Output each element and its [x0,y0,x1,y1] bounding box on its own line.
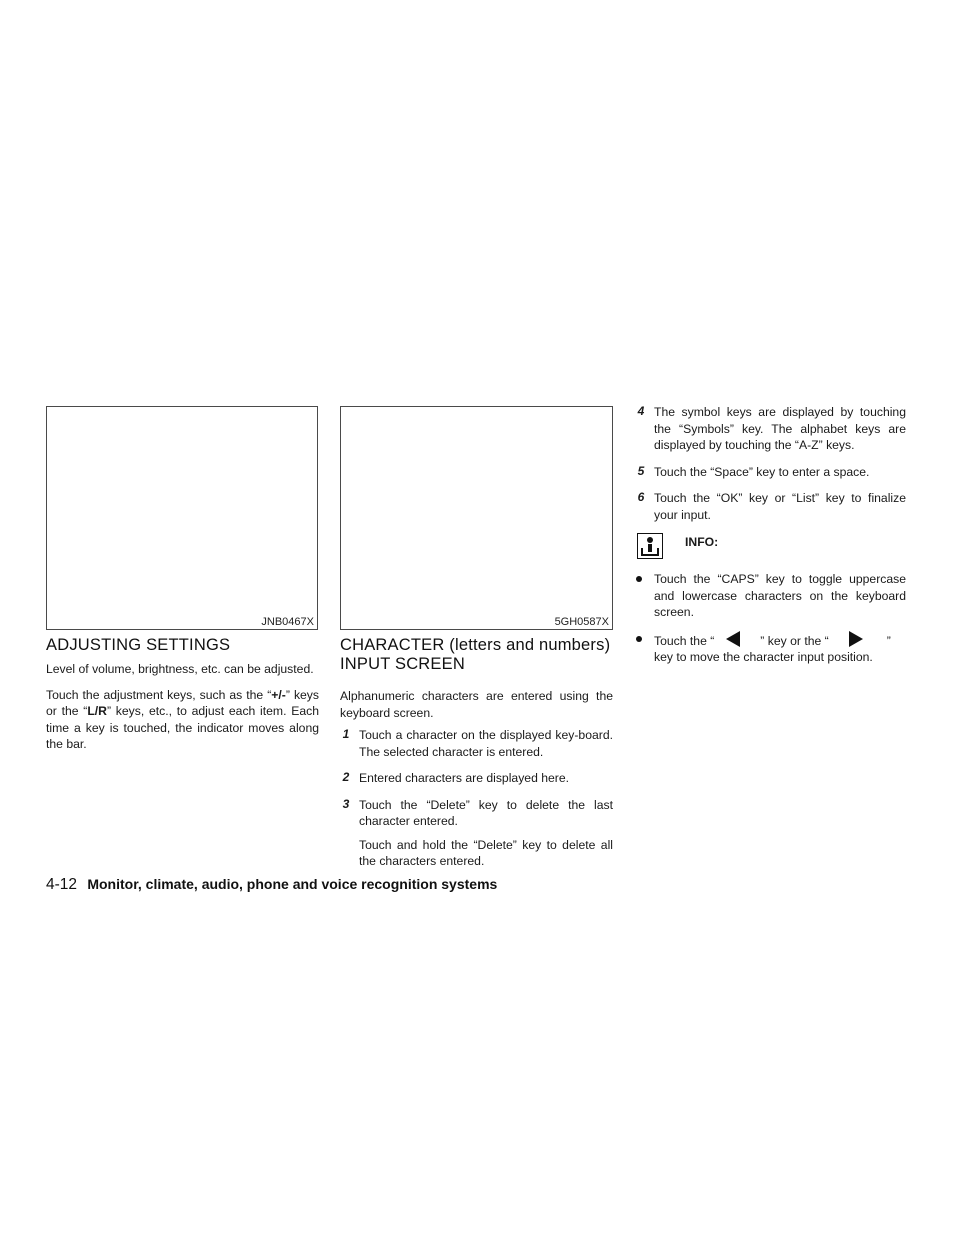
step-text: Touch the “Space” key to enter a space. [654,464,870,479]
step-item [635,404,906,454]
section-heading: ADJUSTING SETTINGS [46,636,231,654]
step-text: Touch the “Delete” key to delete the last character entered. [359,797,613,828]
figure-adjusting-settings [46,406,318,630]
step-text: The symbol keys are displayed by touching the “Symbols” key. The alphabet keys are displayed by touching the “A-Z” keys. [654,405,906,452]
adjusting-settings-section [46,636,319,762]
key-label-lr: L/R [87,704,107,718]
left-arrow-icon [726,631,740,647]
character-input-continued [635,404,906,676]
heading-line: CHARACTER (letters and numbers) [340,636,611,654]
text-run: Touch the adjustment keys, such as the “ [46,687,272,702]
figure-code: 5GH0587X [554,616,609,628]
bullet-text: Touch the “CAPS” key to toggle uppercase and lowercase characters on the keyboard screen. [654,572,906,619]
step-number: 4 [637,404,645,418]
bullet-text: Touch the “ [654,633,715,648]
step-number: 5 [637,463,645,478]
step-item [635,464,906,481]
text-run: ” keys, etc., to adjust each item. Each time a key is touched, the indicator moves along the bar. [46,704,319,751]
step-text: Touch a character on the displayed key-board. The selected character is entered. [359,728,613,759]
chapter-title: Monitor, climate, audio, phone and voice recognition systems [87,876,498,892]
step-subparagraph: Touch and hold the “Delete” key to delete all the characters entered. [359,837,613,868]
paragraph [46,687,319,753]
step-item [340,797,613,830]
bullet-icon [636,636,642,642]
step-item [340,770,613,787]
info-label: INFO: [685,535,719,549]
text-run: ” keys or the “ [46,687,319,718]
paragraph: Level of volume, brightness, etc. can be adjusted. [46,662,314,676]
step-number: 3 [342,796,350,811]
info-icon [637,533,663,559]
right-arrow-icon [849,631,863,647]
bullet-item [635,631,906,666]
bullet-icon [636,576,642,582]
info-note [635,533,906,563]
key-label-plus-minus: +/- [271,687,286,702]
paragraph: Alphanumeric characters are entered using the keyboard screen. [340,689,613,720]
figure-character-input [340,406,613,630]
figure-code: JNB0467X [261,616,314,628]
step-text: Touch the “OK” key or “List” key to finalize your input. [654,491,906,522]
step-number: 6 [637,490,645,504]
section-heading [340,636,613,674]
page-number: 4-12 [46,876,78,893]
bullet-item [635,571,906,621]
page-footer [46,876,497,894]
step-number: 2 [342,770,350,784]
step-number: 1 [342,727,350,741]
character-input-section [340,636,613,880]
step-item [340,727,613,760]
step-text: Entered characters are displayed here. [359,771,570,785]
step-item [635,490,906,523]
heading-line: INPUT SCREEN [340,655,465,673]
bullet-text: ” key to move the character input position. [654,633,891,664]
bullet-text: ” key or the “ [760,633,829,648]
